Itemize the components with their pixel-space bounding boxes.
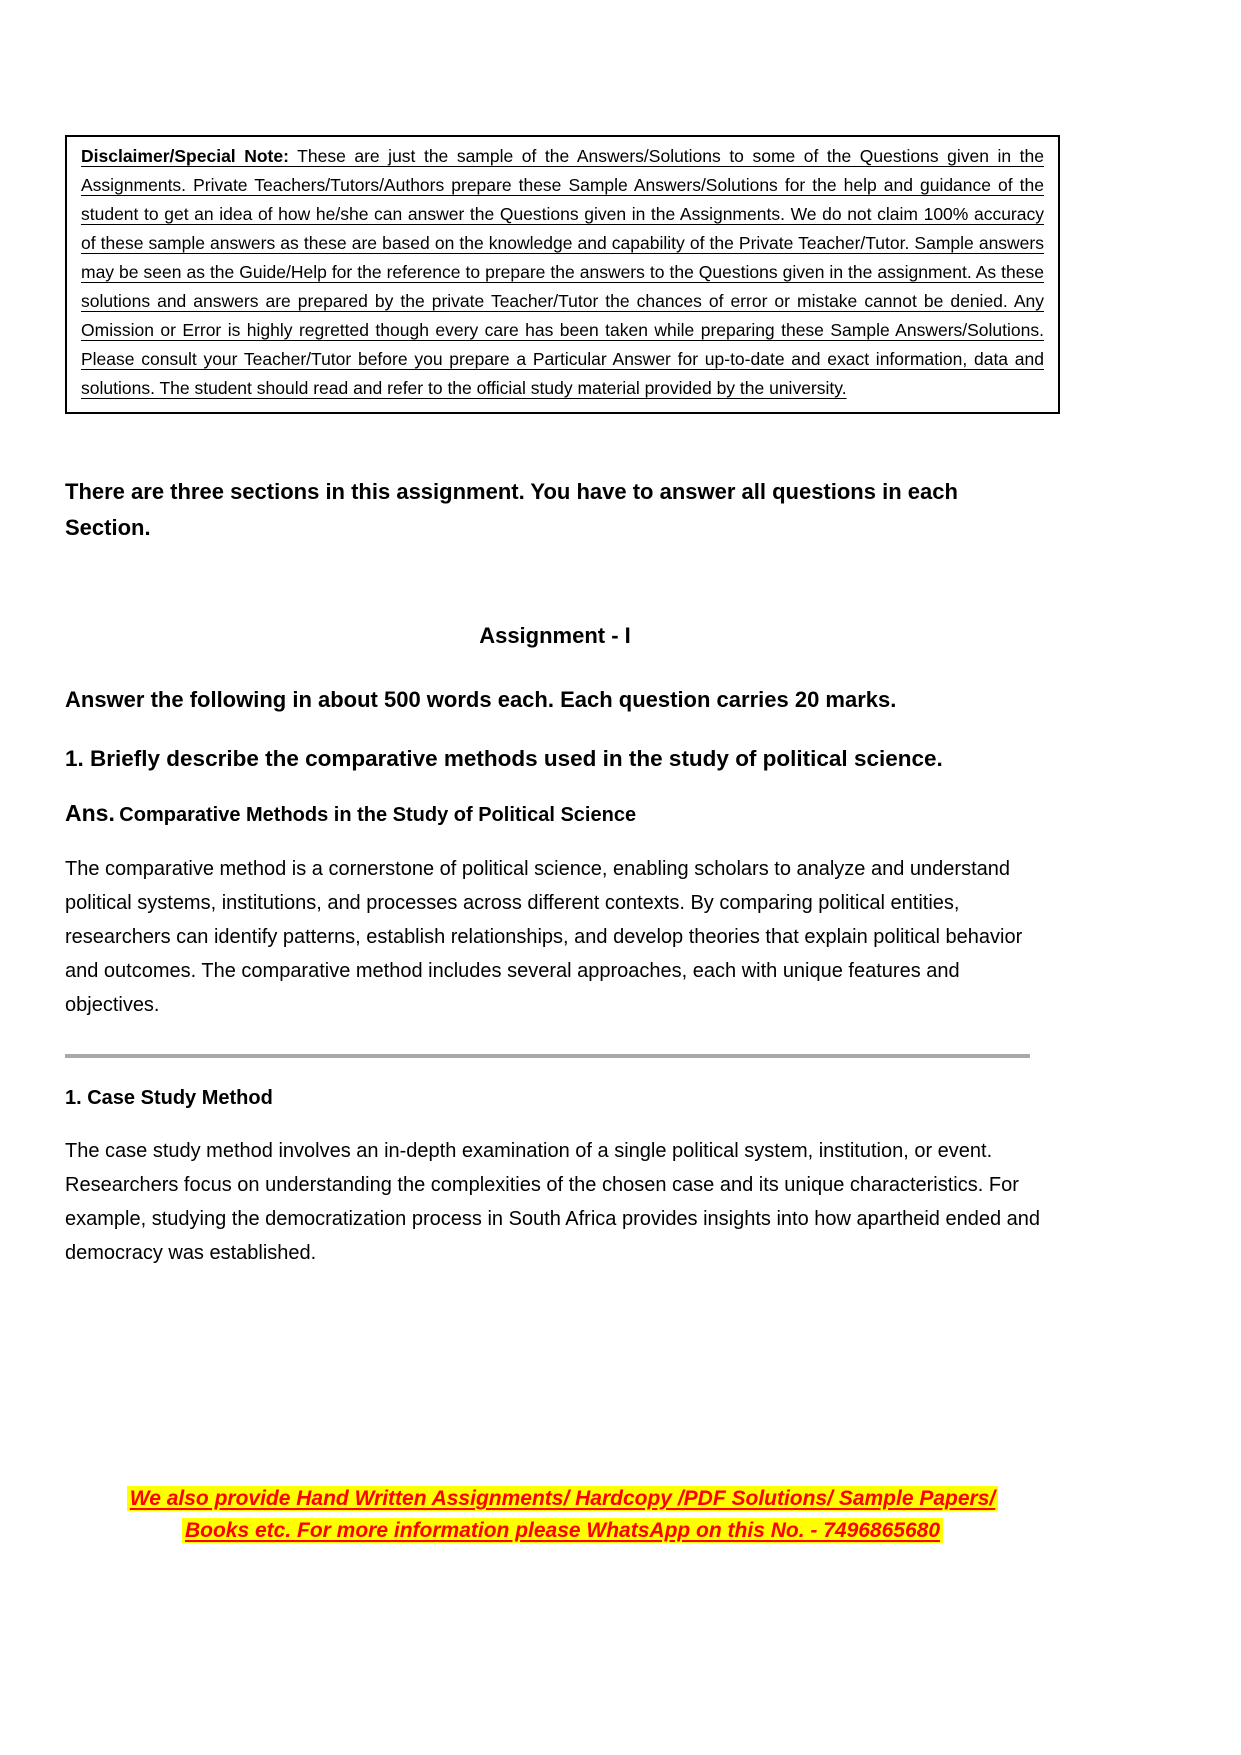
answer-intro-paragraph: The comparative method is a cornerstone of political science, enabling scholars to analyze and understand political systems, institutions, and processes across different contexts. By comparing political entities, researchers can identify patterns, establish relationships, and develop theories that explain political behavior and outcomes. The comparative method includes several approaches, each with unique features and objectives.	[65, 858, 1023, 1016]
case-study-heading: 1. Case Study Method	[65, 1087, 273, 1109]
sections-intro-heading: There are three sections in this assignment. You have to answer all questions in each Section.	[65, 479, 958, 540]
section-divider	[65, 1054, 1030, 1058]
assignment-title: Assignment - I	[479, 623, 631, 648]
answer-heading-line	[65, 798, 1169, 832]
answer-title: Comparative Methods in the Study of Political Science	[119, 804, 637, 826]
question-1-heading: 1. Briefly describe the comparative methods used in the study of political science.	[65, 746, 943, 771]
disclaimer-box	[65, 135, 1060, 414]
case-study-paragraph: The case study method involves an in-depth examination of a single political system, institution, or event. Researchers focus on understanding the complexities of the chosen case and its unique characteristics. For example, studying the democratization process in South Africa provides insights into how apartheid ended and democracy was established.	[65, 1140, 1041, 1264]
answer-label: Ans.	[65, 800, 115, 826]
assignment-instructions: Answer the following in about 500 words each. Each question carries 20 marks.	[65, 687, 897, 712]
disclaimer-paragraph	[81, 142, 1044, 403]
disclaimer-body-text: These are just the sample of the Answers/Solutions to some of the Questions given in the Assignments. Private Teachers/Tutors/Authors prepare these Sample Answers/Solutions for the help and guidance of the student to get an idea of how he/she can answer the Questions given in the Assignments. We do not claim 100% accuracy of these sample answers as these are based on the knowledge and capability of the Private Teacher/Tutor. Sample answers may be seen as the Guide/Help for the reference to prepare the answers to the Questions given in the assignment. As these solutions and answers are prepared by the private Teacher/Tutor the chances of error or mistake cannot be denied. Any Omission or Error is highly regretted though every care has been taken while preparing these Sample Answers/Solutions. Please consult your Teacher/Tutor before you prepare a Particular Answer for up-to-date and exact information, data and solutions. The student should read and refer to the official study material provided by the university.	[81, 146, 1045, 398]
footer-line-2: Books etc. For more information please WhatsApp on this No. - 7496865680	[182, 1518, 943, 1543]
footer-banner	[65, 1483, 1060, 1546]
footer-line-1: We also provide Hand Written Assignments/ Hardcopy /PDF Solutions/ Sample Papers/	[127, 1486, 998, 1511]
disclaimer-label: Disclaimer/Special Note:	[81, 146, 289, 166]
